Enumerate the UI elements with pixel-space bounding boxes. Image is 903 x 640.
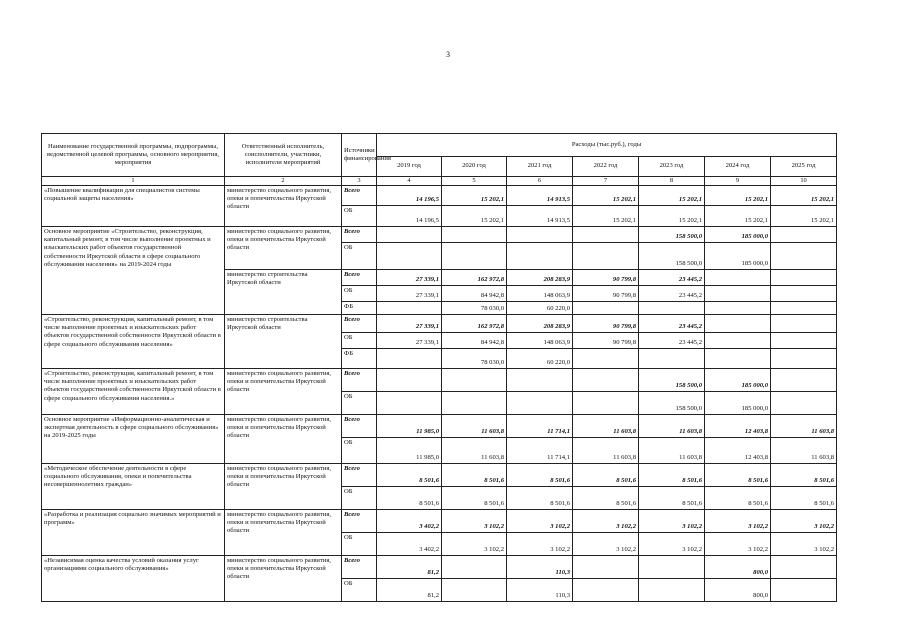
header-year: 2023 год	[639, 157, 705, 177]
value-cell	[639, 302, 705, 315]
value-cell	[639, 556, 705, 579]
source-cell: ОБ	[342, 333, 377, 349]
value-cell: 8 501,6	[705, 464, 771, 487]
source-cell: Всего	[342, 315, 377, 333]
value-cell: 11 714,1	[507, 438, 573, 464]
table-row	[42, 556, 837, 579]
col-number: 7	[573, 177, 639, 186]
measure-name: Основное мероприятие «Строительство, реконструкция, капитальный ремонт, в том числе выполнение проектных и изыскательских работ объектов государственной собственности Иркутской области в сфере социального обслуживания населения» на 2019-2024 годы	[42, 227, 225, 315]
header-year: 2021 год	[507, 157, 573, 177]
value-cell	[377, 392, 442, 415]
value-cell: 78 030,0	[442, 349, 507, 369]
value-cell	[705, 270, 771, 286]
value-cell: 8 501,6	[377, 487, 442, 510]
value-cell: 11 714,1	[507, 415, 573, 438]
table-row	[42, 369, 837, 392]
expenses-table	[41, 133, 837, 602]
col-number: 3	[342, 177, 377, 186]
value-cell: 110,3	[507, 556, 573, 579]
value-cell	[507, 243, 573, 270]
value-cell	[573, 579, 639, 602]
value-cell	[573, 392, 639, 415]
value-cell	[771, 333, 837, 349]
col-number: 6	[507, 177, 573, 186]
value-cell	[771, 270, 837, 286]
value-cell: 90 799,8	[573, 315, 639, 333]
value-cell: 148 063,9	[507, 286, 573, 302]
col-number: 1	[42, 177, 225, 186]
value-cell: 78 030,0	[442, 302, 507, 315]
executor-name: министерство социального развития, опеки и попечительства Иркутской области	[225, 227, 342, 270]
value-cell	[771, 392, 837, 415]
value-cell: 3 102,2	[705, 510, 771, 533]
value-cell	[507, 227, 573, 243]
value-cell: 8 501,6	[442, 487, 507, 510]
value-cell: 84 942,8	[442, 286, 507, 302]
value-cell: 23 445,2	[639, 315, 705, 333]
value-cell: 3 102,2	[639, 510, 705, 533]
value-cell: 8 501,6	[507, 464, 573, 487]
value-cell: 11 603,8	[771, 438, 837, 464]
header-year: 2020 год	[442, 157, 507, 177]
table-row	[42, 510, 837, 533]
value-cell	[442, 227, 507, 243]
value-cell: 3 102,2	[705, 533, 771, 556]
value-cell: 162 972,8	[442, 270, 507, 286]
value-cell: 158 500,0	[639, 227, 705, 243]
measure-name: «Повышение квалификации для специалистов системы социальной защиты населения»	[42, 186, 225, 227]
value-cell: 60 220,0	[507, 302, 573, 315]
value-cell: 185 000,0	[705, 227, 771, 243]
source-cell: ФБ	[342, 349, 377, 369]
value-cell	[639, 579, 705, 602]
value-cell: 3 102,2	[573, 510, 639, 533]
col-number: 4	[377, 177, 442, 186]
table-row	[42, 464, 837, 487]
page-number: 3	[446, 50, 450, 59]
value-cell: 84 942,8	[442, 333, 507, 349]
value-cell	[377, 227, 442, 243]
value-cell: 15 202,1	[705, 206, 771, 227]
col-number: 10	[771, 177, 837, 186]
value-cell: 3 102,2	[573, 533, 639, 556]
header-year: 2024 год	[705, 157, 771, 177]
value-cell: 23 445,2	[639, 333, 705, 349]
value-cell	[507, 369, 573, 392]
value-cell: 158 500,0	[639, 392, 705, 415]
value-cell	[573, 243, 639, 270]
table-row	[42, 315, 837, 333]
value-cell	[573, 349, 639, 369]
value-cell	[771, 556, 837, 579]
table-row	[42, 186, 837, 206]
value-cell	[377, 243, 442, 270]
measure-name: «Разработка и реализация социально значимых мероприятий и программ»	[42, 510, 225, 556]
col-number: 9	[705, 177, 771, 186]
value-cell: 15 202,1	[442, 206, 507, 227]
value-cell: 3 402,2	[377, 533, 442, 556]
value-cell	[705, 286, 771, 302]
value-cell	[377, 369, 442, 392]
value-cell	[771, 243, 837, 270]
value-cell: 81,2	[377, 556, 442, 579]
source-cell: ОБ	[342, 206, 377, 227]
value-cell: 11 603,8	[639, 415, 705, 438]
value-cell: 81,2	[377, 579, 442, 602]
value-cell: 800,0	[705, 579, 771, 602]
source-cell: Всего	[342, 369, 377, 392]
measure-name: Основное мероприятие «Информационно-аналитическая и экспертная деятельность в сфере социального обслуживания» на 2019-2025 годы	[42, 415, 225, 464]
value-cell	[507, 392, 573, 415]
value-cell: 158 500,0	[639, 369, 705, 392]
table-body	[42, 186, 837, 602]
source-cell: Всего	[342, 556, 377, 579]
measure-name: «Строительство, реконструкция, капитальный ремонт, в том числе выполнение проектных и изыскательских работ объектов государственной собственности Иркутской области в сфере социального обслуживания населения.»	[42, 369, 225, 415]
value-cell	[377, 302, 442, 315]
value-cell	[771, 315, 837, 333]
value-cell	[705, 333, 771, 349]
value-cell: 14 913,5	[507, 206, 573, 227]
value-cell	[573, 369, 639, 392]
header-source-col: Источники финансирования	[342, 134, 377, 177]
value-cell: 15 202,1	[705, 186, 771, 206]
value-cell: 12 403,8	[705, 415, 771, 438]
header-expenses: Расходы (тыс.руб.), годы	[377, 134, 837, 157]
value-cell	[771, 286, 837, 302]
value-cell	[771, 579, 837, 602]
value-cell: 11 985,0	[377, 415, 442, 438]
source-cell: ОБ	[342, 438, 377, 464]
value-cell: 3 102,2	[639, 533, 705, 556]
value-cell: 12 403,8	[705, 438, 771, 464]
value-cell: 11 603,8	[639, 438, 705, 464]
col-number: 5	[442, 177, 507, 186]
source-cell: Всего	[342, 510, 377, 533]
value-cell: 185 000,0	[705, 392, 771, 415]
value-cell: 8 501,6	[442, 464, 507, 487]
value-cell: 185 000,0	[705, 369, 771, 392]
source-cell: Всего	[342, 464, 377, 487]
value-cell: 15 202,1	[442, 186, 507, 206]
value-cell	[573, 556, 639, 579]
source-cell: ОБ	[342, 533, 377, 556]
value-cell: 15 202,1	[771, 206, 837, 227]
value-cell: 8 501,6	[771, 464, 837, 487]
value-cell: 11 985,0	[377, 438, 442, 464]
value-cell: 3 102,2	[771, 510, 837, 533]
value-cell: 27 339,1	[377, 333, 442, 349]
table-row	[42, 227, 837, 243]
value-cell: 162 972,8	[442, 315, 507, 333]
value-cell: 27 339,1	[377, 315, 442, 333]
source-cell: Всего	[342, 227, 377, 243]
source-cell: ОБ	[342, 487, 377, 510]
header-name-col: Наименование государственной программы, подпрограммы, ведомственной целевой программы, основного мероприятия, мероприятия	[42, 134, 225, 177]
value-cell: 14 196,5	[377, 206, 442, 227]
value-cell	[573, 302, 639, 315]
value-cell	[442, 556, 507, 579]
value-cell: 15 202,1	[573, 206, 639, 227]
value-cell: 11 603,8	[771, 415, 837, 438]
value-cell: 3 102,2	[442, 533, 507, 556]
value-cell: 158 500,0	[639, 243, 705, 270]
value-cell: 60 220,0	[507, 349, 573, 369]
executor-name: министерство социального развития, опеки и попечительства Иркутской области	[225, 510, 342, 556]
source-cell: Всего	[342, 186, 377, 206]
source-cell: ОБ	[342, 579, 377, 602]
col-number: 8	[639, 177, 705, 186]
value-cell: 27 339,1	[377, 270, 442, 286]
value-cell: 15 202,1	[639, 206, 705, 227]
value-cell	[771, 302, 837, 315]
executor-name: министерство социального развития, опеки и попечительства Иркутской области	[225, 369, 342, 415]
value-cell: 15 202,1	[771, 186, 837, 206]
source-cell: ФБ	[342, 302, 377, 315]
value-cell: 90 799,8	[573, 333, 639, 349]
executor-name: министерство социального развития, опеки и попечительства Иркутской области	[225, 464, 342, 510]
source-cell: ОБ	[342, 392, 377, 415]
source-cell: ОБ	[342, 286, 377, 302]
source-cell: ОБ	[342, 243, 377, 270]
value-cell	[771, 227, 837, 243]
value-cell	[377, 349, 442, 369]
value-cell	[771, 349, 837, 369]
measure-name: «Строительство, реконструкция, капитальный ремонт, в том числе выполнение проектных и изыскательских работ объектов государственной собственности Иркутской области в сфере социального обслуживания населения»	[42, 315, 225, 369]
value-cell: 110,3	[507, 579, 573, 602]
value-cell	[705, 315, 771, 333]
executor-name: министерство социального развития, опеки и попечительства Иркутской области	[225, 415, 342, 464]
value-cell: 90 799,8	[573, 270, 639, 286]
col-number: 2	[225, 177, 342, 186]
header-year: 2019 год	[377, 157, 442, 177]
value-cell: 15 202,1	[573, 186, 639, 206]
value-cell: 8 501,6	[573, 464, 639, 487]
source-cell: Всего	[342, 270, 377, 286]
header-exec-col: Ответственный исполнитель, соисполнители, участники, исполнители мероприятий	[225, 134, 342, 177]
value-cell: 800,0	[705, 556, 771, 579]
executor-name: министерство социального развития, опеки и попечительства Иркутской области	[225, 186, 342, 227]
value-cell: 15 202,1	[639, 186, 705, 206]
value-cell	[442, 369, 507, 392]
value-cell: 3 102,2	[507, 510, 573, 533]
source-cell: Всего	[342, 415, 377, 438]
value-cell	[771, 369, 837, 392]
value-cell	[705, 349, 771, 369]
executor-name: министерство строительства Иркутской области	[225, 270, 342, 315]
value-cell: 3 102,2	[771, 533, 837, 556]
value-cell: 14 913,5	[507, 186, 573, 206]
value-cell: 3 102,2	[442, 510, 507, 533]
value-cell: 90 799,8	[573, 286, 639, 302]
value-cell: 8 501,6	[639, 487, 705, 510]
value-cell	[705, 302, 771, 315]
header-year: 2022 год	[573, 157, 639, 177]
value-cell: 11 603,8	[573, 415, 639, 438]
value-cell: 27 339,1	[377, 286, 442, 302]
value-cell: 11 603,8	[442, 415, 507, 438]
value-cell: 8 501,6	[771, 487, 837, 510]
value-cell	[573, 227, 639, 243]
value-cell: 23 445,2	[639, 286, 705, 302]
value-cell: 23 445,2	[639, 270, 705, 286]
table-row	[42, 415, 837, 438]
value-cell	[639, 349, 705, 369]
executor-name: министерство строительства Иркутской области	[225, 315, 342, 369]
value-cell	[442, 579, 507, 602]
value-cell: 148 063,9	[507, 333, 573, 349]
measure-name: «Независимая оценка качества условий оказания услуг организациями социального обслуживания»	[42, 556, 225, 602]
value-cell: 8 501,6	[507, 487, 573, 510]
value-cell: 8 501,6	[573, 487, 639, 510]
value-cell: 11 603,8	[442, 438, 507, 464]
value-cell: 11 603,8	[573, 438, 639, 464]
executor-name: министерство социального развития, опеки и попечительства Иркутской области	[225, 556, 342, 602]
value-cell: 8 501,6	[639, 464, 705, 487]
header-year: 2025 год	[771, 157, 837, 177]
value-cell: 8 501,6	[377, 464, 442, 487]
value-cell: 14 196,5	[377, 186, 442, 206]
value-cell: 208 283,9	[507, 270, 573, 286]
measure-name: «Методическое обеспечение деятельности в сфере социального обслуживания, опеки и попечительства несовершеннолетних граждан»	[42, 464, 225, 510]
value-cell: 3 402,2	[377, 510, 442, 533]
value-cell: 185 000,0	[705, 243, 771, 270]
value-cell: 208 283,9	[507, 315, 573, 333]
value-cell: 8 501,6	[705, 487, 771, 510]
value-cell: 3 102,2	[507, 533, 573, 556]
value-cell	[442, 392, 507, 415]
value-cell	[442, 243, 507, 270]
